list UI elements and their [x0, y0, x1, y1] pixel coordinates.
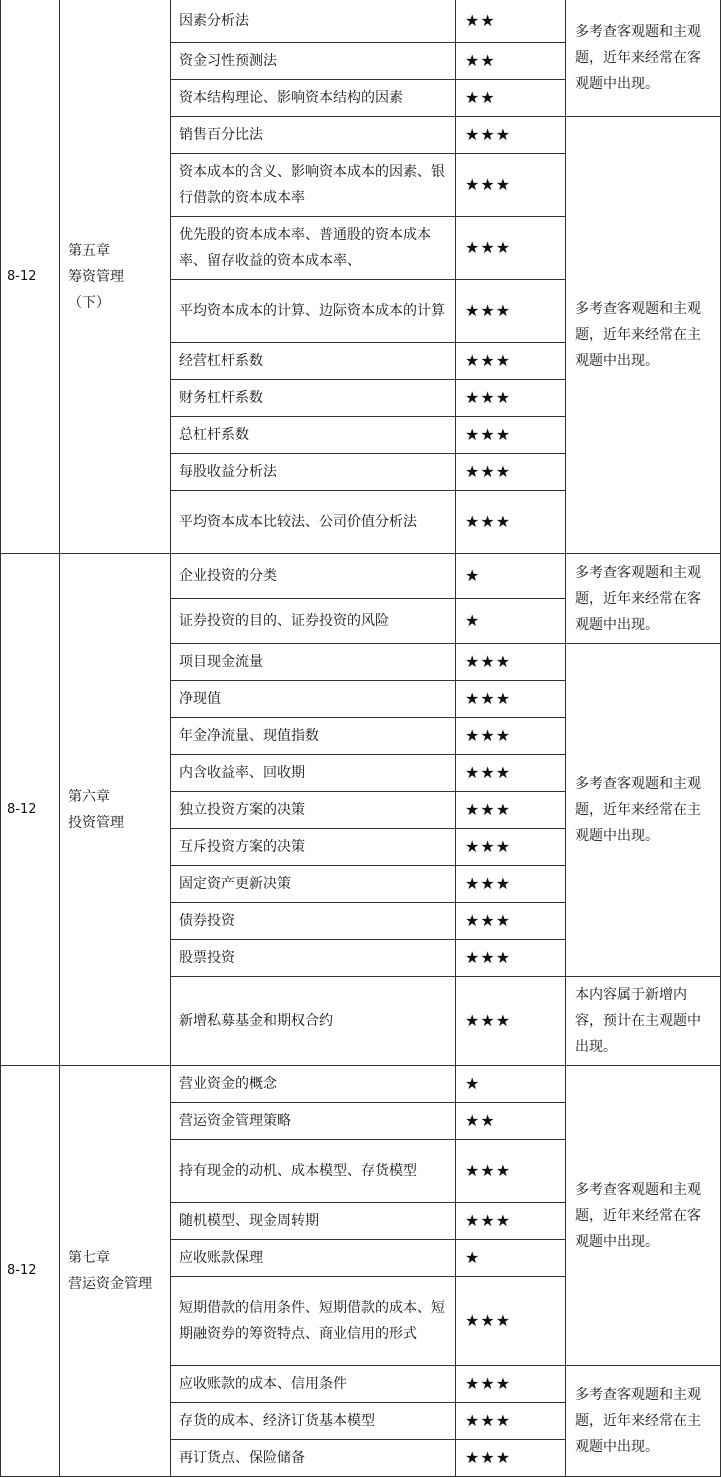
importance-stars: ★★ [456, 1103, 566, 1140]
importance-stars: ★★★ [456, 1277, 566, 1366]
topic-cell: 经营杠杆系数 [171, 343, 456, 380]
importance-stars: ★★★ [456, 718, 566, 755]
topic-cell: 股票投资 [171, 940, 456, 977]
importance-stars: ★★ [456, 0, 566, 43]
topic-cell: 新增私募基金和期权合约 [171, 977, 456, 1066]
week-range-cell: 8-12 [1, 554, 60, 1066]
topic-cell: 随机模型、现金周转期 [171, 1203, 456, 1240]
importance-stars: ★★ [456, 80, 566, 117]
chapter-name-line: （下） [68, 294, 110, 311]
chapter-name-cell [60, 0, 171, 554]
importance-stars: ★★★ [456, 1140, 566, 1203]
table-row [1, 554, 721, 599]
topic-cell: 互斥投资方案的决策 [171, 829, 456, 866]
chapter-name-line: 第七章 [68, 1250, 110, 1266]
importance-stars: ★★★ [456, 454, 566, 491]
importance-stars: ★ [456, 1066, 566, 1103]
exam-note-cell: 多考查客观题和主观题，近年来经常在主观题中出现。 [566, 644, 721, 977]
importance-stars: ★★★ [456, 866, 566, 903]
importance-stars: ★★★ [456, 117, 566, 154]
topic-cell: 资本成本的含义、影响资本成本的因素、银行借款的资本成本率 [171, 154, 456, 217]
topic-cell: 持有现金的动机、成本模型、存货模型 [171, 1140, 456, 1203]
importance-stars: ★★★ [456, 417, 566, 454]
topic-cell: 存货的成本、经济订货基本模型 [171, 1403, 456, 1440]
importance-stars: ★★ [456, 43, 566, 80]
table-row [1, 0, 721, 43]
importance-stars: ★★★ [456, 829, 566, 866]
importance-stars: ★★★ [456, 1403, 566, 1440]
topic-cell: 平均资本成本的计算、边际资本成本的计算 [171, 280, 456, 343]
importance-stars: ★★★ [456, 280, 566, 343]
importance-stars: ★★★ [456, 380, 566, 417]
week-range-cell: 8-12 [1, 0, 60, 554]
topic-cell: 优先股的资本成本率、普通股的资本成本率、留存收益的资本成本率、 [171, 217, 456, 280]
topic-cell: 净现值 [171, 681, 456, 718]
topic-cell: 年金净流量、现值指数 [171, 718, 456, 755]
importance-stars: ★★★ [456, 217, 566, 280]
topic-cell: 营业资金的概念 [171, 1066, 456, 1103]
importance-stars: ★★★ [456, 1366, 566, 1403]
importance-stars: ★★★ [456, 154, 566, 217]
topic-cell: 独立投资方案的决策 [171, 792, 456, 829]
topic-cell: 短期借款的信用条件、短期借款的成本、短期融资券的筹资特点、商业信用的形式 [171, 1277, 456, 1366]
chapter-name-line: 第五章 [68, 242, 110, 259]
exam-note-cell: 多考查客观题和主观题，近年来经常在客观题中出现。 [566, 0, 721, 117]
importance-stars: ★★★ [456, 903, 566, 940]
exam-note-cell: 多考查客观题和主观题，近年来经常在主观题中出现。 [566, 117, 721, 554]
importance-stars: ★★★ [456, 977, 566, 1066]
topic-cell: 销售百分比法 [171, 117, 456, 154]
importance-stars: ★★★ [456, 1203, 566, 1240]
importance-stars: ★★★ [456, 644, 566, 681]
exam-note-cell: 本内容属于新增内容，预计在主观题中出现。 [566, 977, 721, 1066]
exam-note-cell: 多考查客观题和主观题，近年来经常在客观题中出现。 [566, 554, 721, 644]
chapter-name-line: 筹资管理 [68, 268, 124, 285]
exam-note-cell: 多考查客观题和主观题，近年来经常在主观题中出现。 [566, 1366, 721, 1477]
topic-cell: 每股收益分析法 [171, 454, 456, 491]
topic-cell: 应收账款保理 [171, 1240, 456, 1277]
importance-stars: ★ [456, 599, 566, 644]
importance-stars: ★ [456, 1240, 566, 1277]
topic-cell: 平均资本成本比较法、公司价值分析法 [171, 491, 456, 554]
topic-cell: 再订货点、保险储备 [171, 1440, 456, 1477]
importance-stars: ★★★ [456, 491, 566, 554]
topic-cell: 企业投资的分类 [171, 554, 456, 599]
exam-note-cell: 多考查客观题和主观题，近年来经常在客观题中出现。 [566, 1066, 721, 1366]
week-range-cell: 8-12 [1, 1066, 60, 1477]
importance-stars: ★★★ [456, 792, 566, 829]
importance-stars: ★ [456, 554, 566, 599]
topic-cell: 资金习性预测法 [171, 43, 456, 80]
topic-cell: 固定资产更新决策 [171, 866, 456, 903]
topic-cell: 内含收益率、回收期 [171, 755, 456, 792]
importance-stars: ★★★ [456, 343, 566, 380]
topic-cell: 因素分析法 [171, 0, 456, 43]
topic-cell: 证券投资的目的、证券投资的风险 [171, 599, 456, 644]
topic-cell: 应收账款的成本、信用条件 [171, 1366, 456, 1403]
topic-cell: 总杠杆系数 [171, 417, 456, 454]
table-row [1, 1066, 721, 1103]
topic-cell: 资本结构理论、影响资本结构的因素 [171, 80, 456, 117]
importance-stars: ★★★ [456, 755, 566, 792]
topic-cell: 债券投资 [171, 903, 456, 940]
chapter-name-line: 第六章 [68, 788, 110, 805]
topic-cell: 营运资金管理策略 [171, 1103, 456, 1140]
chapter-name-line: 投资管理 [68, 814, 124, 831]
chapter-name-cell [60, 1066, 171, 1477]
importance-stars: ★★★ [456, 940, 566, 977]
topic-cell: 项目现金流量 [171, 644, 456, 681]
topic-cell: 财务杠杆系数 [171, 380, 456, 417]
importance-stars: ★★★ [456, 681, 566, 718]
chapter-name-cell [60, 554, 171, 1066]
chapter-name-line: 营运资金管理 [68, 1276, 152, 1292]
importance-stars: ★★★ [456, 1440, 566, 1477]
